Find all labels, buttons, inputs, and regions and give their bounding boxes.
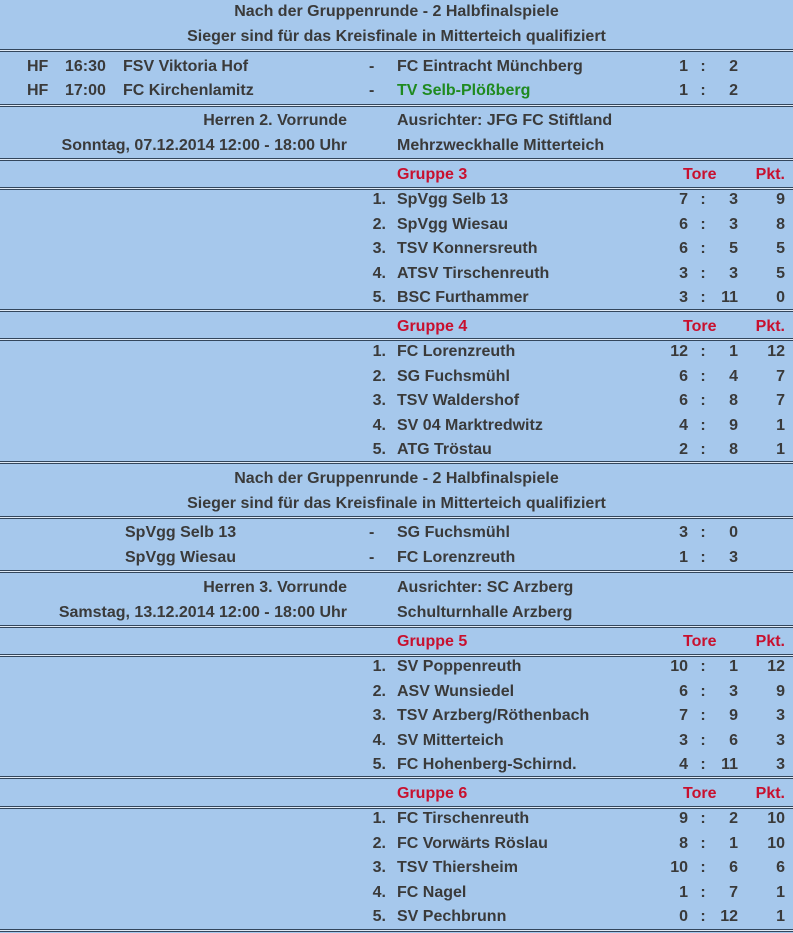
goals-for: 10 xyxy=(670,658,688,675)
team-name: FC Nagel xyxy=(397,883,467,901)
match-time: 17:00 xyxy=(65,82,106,99)
score-colon: : xyxy=(700,58,706,75)
goals-for: 7 xyxy=(679,191,688,208)
goals-against: 6 xyxy=(729,859,738,876)
team-name: SV Poppenreuth xyxy=(397,658,522,675)
goals-against: 9 xyxy=(729,416,738,434)
goals-against: 8 xyxy=(729,392,738,409)
match-prefix: HF xyxy=(27,82,49,99)
team-name: SG Fuchsmühl xyxy=(397,367,510,385)
score-colon: : xyxy=(700,834,706,852)
goals-against: 3 xyxy=(729,191,738,208)
position: 1. xyxy=(372,658,386,675)
points: 1 xyxy=(776,908,785,925)
goals-header: Tore xyxy=(683,318,717,335)
points: 7 xyxy=(776,367,785,385)
divider xyxy=(0,570,793,573)
points: 6 xyxy=(776,859,785,876)
position: 3. xyxy=(372,859,386,876)
score-colon: : xyxy=(700,240,706,257)
divider xyxy=(0,49,793,52)
points: 9 xyxy=(776,682,785,700)
position: 5. xyxy=(372,441,386,458)
goals-against: 3 xyxy=(729,215,738,233)
round-date: Samstag, 13.12.2014 12:00 - 18:00 Uhr xyxy=(58,604,347,621)
points: 3 xyxy=(776,731,785,749)
position: 3. xyxy=(372,240,386,257)
away-team: FC Lorenzreuth xyxy=(397,549,516,566)
points: 1 xyxy=(776,441,785,458)
match-separator: - xyxy=(369,549,375,566)
team-name: SV Pechbrunn xyxy=(397,908,507,925)
goals-against: 7 xyxy=(729,883,738,901)
goals-against: 1 xyxy=(729,343,738,360)
round-date: Sonntag, 07.12.2014 12:00 - 18:00 Uhr xyxy=(61,137,347,154)
points: 12 xyxy=(767,658,785,675)
away-score: 2 xyxy=(729,58,738,75)
section-subtitle: Sieger sind für das Kreisfinale in Mitterteich qualifiziert xyxy=(187,28,606,45)
points: 3 xyxy=(776,707,785,724)
team-name: SpVgg Selb 13 xyxy=(397,191,509,208)
goals-against: 1 xyxy=(729,658,738,675)
away-score: 0 xyxy=(729,524,738,541)
goals-header: Tore xyxy=(683,785,717,802)
home-team: FC Kirchenlamitz xyxy=(123,82,254,99)
team-name: TSV Konnersreuth xyxy=(397,240,538,257)
points: 5 xyxy=(776,264,785,282)
score-colon: : xyxy=(700,658,706,675)
position: 4. xyxy=(372,883,386,901)
score-colon: : xyxy=(700,264,706,282)
position: 3. xyxy=(372,707,386,724)
goals-for: 4 xyxy=(679,756,688,773)
goals-for: 4 xyxy=(679,416,688,434)
goals-against: 11 xyxy=(721,289,738,306)
goals-for: 0 xyxy=(679,908,688,925)
score-colon: : xyxy=(700,191,706,208)
position: 1. xyxy=(372,191,386,208)
home-score: 3 xyxy=(679,524,688,541)
match-separator: - xyxy=(369,82,375,99)
goals-against: 3 xyxy=(729,682,738,700)
home-team: SpVgg Wiesau xyxy=(125,549,236,566)
points: 10 xyxy=(767,834,785,852)
divider xyxy=(0,516,793,519)
goals-against: 12 xyxy=(720,908,738,925)
host-label: Ausrichter: SC Arzberg xyxy=(397,579,574,596)
home-score: 1 xyxy=(679,82,688,99)
points: 10 xyxy=(767,810,785,827)
match-time: 16:30 xyxy=(65,58,106,75)
goals-for: 3 xyxy=(679,731,688,749)
match-prefix: HF xyxy=(27,58,49,75)
points-header: Pkt. xyxy=(755,318,785,335)
score-colon: : xyxy=(700,908,706,925)
score-colon: : xyxy=(700,756,706,773)
score-colon: : xyxy=(700,682,706,700)
goals-for: 3 xyxy=(679,264,688,282)
section-title: Nach der Gruppenrunde - 2 Halbfinalspiele xyxy=(234,470,559,487)
team-name: SV Mitterteich xyxy=(397,731,504,749)
goals-for: 8 xyxy=(679,834,688,852)
goals-for: 9 xyxy=(679,810,688,827)
goals-against: 6 xyxy=(729,731,738,749)
home-team: FSV Viktoria Hof xyxy=(123,58,249,75)
team-name: TSV Waldershof xyxy=(397,392,520,409)
away-team: FC Eintracht Münchberg xyxy=(397,58,583,75)
score-colon: : xyxy=(700,707,706,724)
team-name: TSV Arzberg/Röthenbach xyxy=(397,707,590,724)
score-colon: : xyxy=(700,343,706,360)
section-subtitle: Sieger sind für das Kreisfinale in Mitterteich qualifiziert xyxy=(187,495,606,512)
divider xyxy=(0,309,793,312)
round-title: Herren 2. Vorrunde xyxy=(203,112,347,129)
goals-against: 4 xyxy=(729,367,738,385)
goals-for: 3 xyxy=(679,289,688,306)
score-colon: : xyxy=(700,289,706,306)
goals-against: 3 xyxy=(729,264,738,282)
group-title: Gruppe 3 xyxy=(397,166,468,183)
group-title: Gruppe 5 xyxy=(397,633,468,650)
score-colon: : xyxy=(700,215,706,233)
points: 12 xyxy=(767,343,785,360)
divider xyxy=(0,461,793,464)
team-name: TSV Thiersheim xyxy=(397,859,518,876)
goals-for: 6 xyxy=(679,682,688,700)
score-colon: : xyxy=(700,367,706,385)
team-name: FC Tirschenreuth xyxy=(397,810,530,827)
home-score: 1 xyxy=(679,58,688,75)
divider xyxy=(0,929,793,932)
position: 5. xyxy=(372,908,386,925)
position: 2. xyxy=(372,367,386,385)
position: 1. xyxy=(372,810,386,827)
team-name: SpVgg Wiesau xyxy=(397,215,508,233)
goals-for: 6 xyxy=(679,215,688,233)
group-title: Gruppe 6 xyxy=(397,785,468,802)
team-name: FC Lorenzreuth xyxy=(397,343,516,360)
position: 5. xyxy=(372,756,386,773)
team-name: FC Hohenberg-Schirnd. xyxy=(397,756,577,773)
home-team: SpVgg Selb 13 xyxy=(125,524,237,541)
goals-against: 11 xyxy=(721,756,738,773)
position: 1. xyxy=(372,343,386,360)
score-colon: : xyxy=(700,549,706,566)
position: 2. xyxy=(372,215,386,233)
match-separator: - xyxy=(369,58,375,75)
position: 3. xyxy=(372,392,386,409)
score-colon: : xyxy=(700,810,706,827)
match-separator: - xyxy=(369,524,375,541)
goals-header: Tore xyxy=(683,633,717,650)
host-label: Ausrichter: JFG FC Stiftland xyxy=(397,112,613,129)
goals-for: 1 xyxy=(679,883,688,901)
position: 4. xyxy=(372,416,386,434)
team-name: ATG Tröstau xyxy=(397,441,492,458)
points: 1 xyxy=(776,883,785,901)
goals-against: 8 xyxy=(729,441,738,458)
group-title: Gruppe 4 xyxy=(397,318,468,335)
goals-for: 6 xyxy=(679,367,688,385)
goals-against: 5 xyxy=(729,240,738,257)
score-colon: : xyxy=(700,524,706,541)
position: 5. xyxy=(372,289,386,306)
score-colon: : xyxy=(700,731,706,749)
divider xyxy=(0,776,793,779)
goals-for: 6 xyxy=(679,392,688,409)
team-name: ATSV Tirschenreuth xyxy=(397,264,550,282)
away-team: SG Fuchsmühl xyxy=(397,524,510,541)
home-score: 1 xyxy=(679,549,688,566)
score-colon: : xyxy=(700,416,706,434)
points-header: Pkt. xyxy=(755,166,785,183)
score-colon: : xyxy=(700,82,706,99)
round-title: Herren 3. Vorrunde xyxy=(203,579,347,596)
divider xyxy=(0,158,793,161)
goals-header: Tore xyxy=(683,166,717,183)
team-name: BSC Furthammer xyxy=(397,289,529,306)
points: 7 xyxy=(776,392,785,409)
goals-for: 6 xyxy=(679,240,688,257)
away-team-winner: TV Selb-Plößberg xyxy=(397,82,531,99)
goals-for: 7 xyxy=(679,707,688,724)
score-colon: : xyxy=(700,859,706,876)
points: 5 xyxy=(776,240,785,257)
goals-for: 10 xyxy=(670,859,688,876)
divider xyxy=(0,625,793,628)
points: 9 xyxy=(776,191,785,208)
goals-against: 1 xyxy=(729,834,738,852)
section-title: Nach der Gruppenrunde - 2 Halbfinalspiele xyxy=(234,3,559,20)
points: 3 xyxy=(776,756,785,773)
divider xyxy=(0,104,793,107)
team-name: SV 04 Marktredwitz xyxy=(397,416,543,434)
goals-against: 2 xyxy=(729,810,738,827)
team-name: FC Vorwärts Röslau xyxy=(397,834,548,852)
venue-label: Mehrzweckhalle Mitterteich xyxy=(397,137,605,154)
position: 4. xyxy=(372,731,386,749)
points: 8 xyxy=(776,215,785,233)
position: 2. xyxy=(372,834,386,852)
away-score: 2 xyxy=(729,82,738,99)
team-name: ASV Wunsiedel xyxy=(397,682,515,700)
points: 0 xyxy=(776,289,785,306)
score-colon: : xyxy=(700,883,706,901)
score-colon: : xyxy=(700,392,706,409)
position: 4. xyxy=(372,264,386,282)
points-header: Pkt. xyxy=(755,633,785,650)
away-score: 3 xyxy=(729,549,738,566)
points: 1 xyxy=(776,416,785,434)
venue-label: Schulturnhalle Arzberg xyxy=(397,604,573,621)
goals-against: 9 xyxy=(729,707,738,724)
points-header: Pkt. xyxy=(755,785,785,802)
position: 2. xyxy=(372,682,386,700)
goals-for: 12 xyxy=(670,343,688,360)
goals-for: 2 xyxy=(679,441,688,458)
score-colon: : xyxy=(700,441,706,458)
